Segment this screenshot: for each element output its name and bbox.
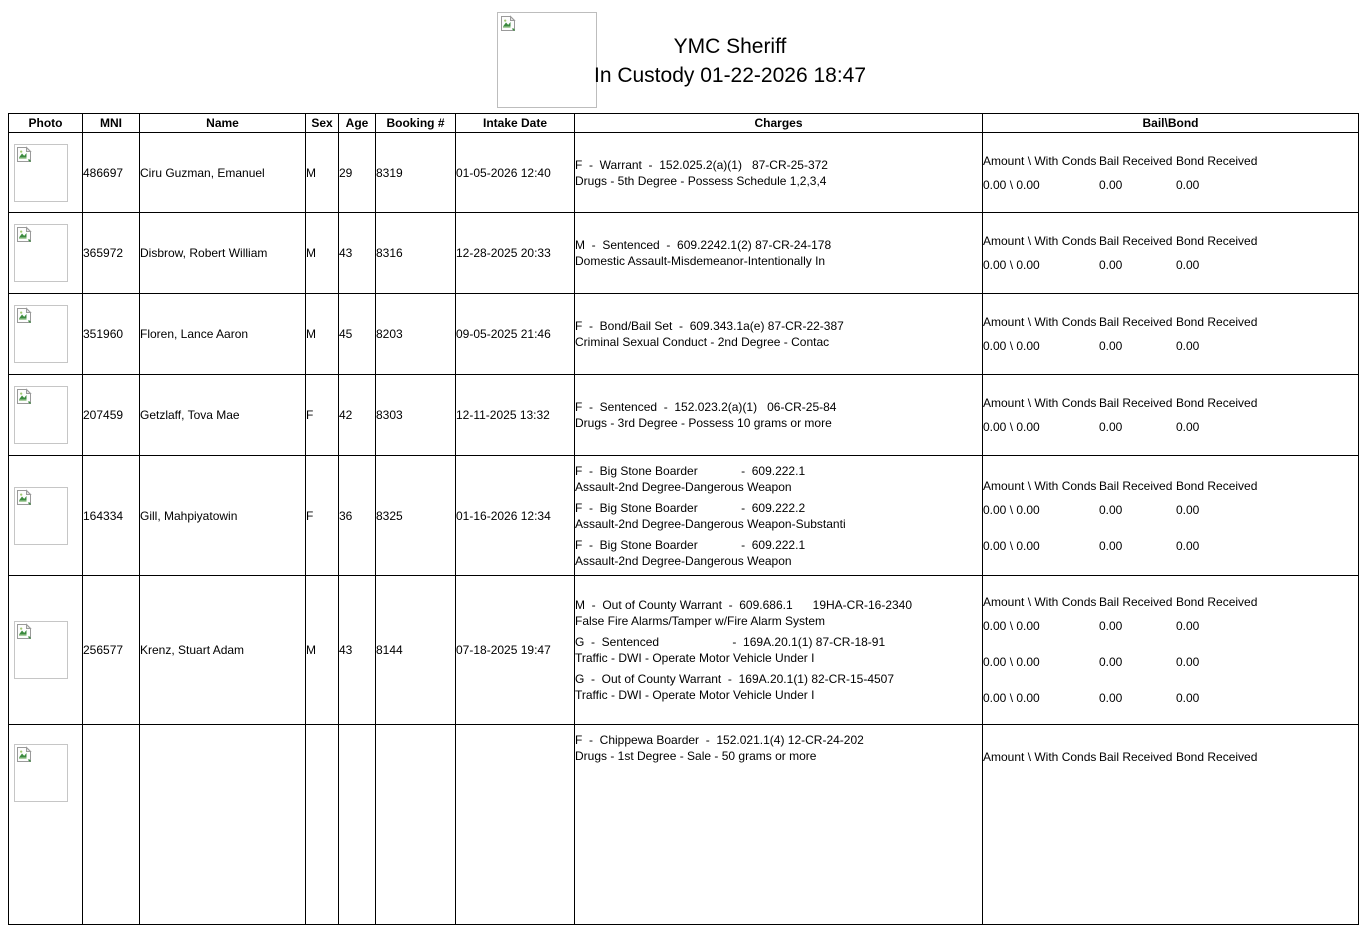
bail-bond-cell <box>983 456 1359 576</box>
intake-date-cell <box>456 725 575 925</box>
bail-values-row <box>983 618 1358 634</box>
charge-description-line: Traffic - DWI - Operate Motor Vehicle Under I <box>575 688 815 702</box>
col-header-name: Name <box>140 114 306 133</box>
bond-received-value: 0.00 <box>1176 339 1200 353</box>
photo-cell <box>9 456 83 576</box>
name-cell: Disbrow, Robert William <box>140 213 306 294</box>
charge-statute-line: G - Out of County Warrant - 169A.20.1(1) 82-CR-15-4507 <box>575 672 895 686</box>
sex-cell: M <box>306 213 339 294</box>
bond-received-value: 0.00 <box>1176 538 1200 553</box>
charge-entry <box>575 157 982 189</box>
charge-description-line: False Fire Alarms/Tamper w/Fire Alarm System <box>575 614 826 628</box>
photo-placeholder <box>14 487 68 545</box>
bail-amount-label: Amount \ With Conds <box>983 315 1097 329</box>
bail-received-label: Bail Received <box>1099 595 1173 609</box>
intake-date-cell: 01-05-2026 12:40 <box>456 133 575 213</box>
inmate-row <box>9 133 1359 213</box>
charges-cell <box>575 375 983 456</box>
bond-received-label: Bond Received <box>1176 478 1258 493</box>
charge-entry <box>575 634 982 666</box>
report-banner <box>0 0 1366 113</box>
bail-values-row <box>983 257 1358 273</box>
bail-amount-value: 0.00 \ 0.00 <box>983 420 1040 434</box>
mni-cell: 164334 <box>83 456 140 576</box>
bail-bond-cell <box>983 576 1359 725</box>
charge-statute-line: G - Sentenced - 169A.20.1(1) 87-CR-18-91 <box>575 635 886 649</box>
charge-statute-line: M - Out of County Warrant - 609.686.1 19HA-CR-16-2340 <box>575 598 913 612</box>
bail-values-row <box>983 538 1358 554</box>
bail-labels-row <box>983 749 1358 765</box>
bond-received-label: Bond Received <box>1176 396 1258 410</box>
broken-image-icon <box>16 307 33 324</box>
bond-received-label: Bond Received <box>1176 750 1258 764</box>
mni-cell: 256577 <box>83 576 140 725</box>
charge-description-line: Traffic - DWI - Operate Motor Vehicle Under I <box>575 651 815 665</box>
charge-entry <box>575 671 982 703</box>
table-header-row <box>9 114 1359 133</box>
bail-bond-cell <box>983 725 1359 925</box>
bail-amount-label: Amount \ With Conds <box>983 396 1097 410</box>
col-header-bail-bond: Bail\Bond <box>983 114 1359 133</box>
charges-cell <box>575 576 983 725</box>
bail-values-row <box>983 338 1358 354</box>
photo-cell <box>9 576 83 725</box>
booking-cell: 8316 <box>376 213 456 294</box>
charges-cell <box>575 294 983 375</box>
photo-placeholder <box>14 621 68 679</box>
bail-values-row <box>983 502 1358 518</box>
booking-cell: 8303 <box>376 375 456 456</box>
age-cell: 43 <box>339 576 376 725</box>
bail-amount-label: Amount \ With Conds <box>983 595 1097 609</box>
photo-placeholder <box>14 386 68 444</box>
bail-received-value: 0.00 <box>1099 538 1123 553</box>
mni-cell: 365972 <box>83 213 140 294</box>
bail-labels-row <box>983 233 1358 249</box>
intake-date-cell: 07-18-2025 19:47 <box>456 576 575 725</box>
bail-received-label: Bail Received <box>1099 396 1173 410</box>
charge-entry <box>575 237 982 269</box>
bail-received-value: 0.00 <box>1099 502 1123 517</box>
bail-received-label: Bail Received <box>1099 234 1173 248</box>
sex-cell: M <box>306 576 339 725</box>
bail-received-label: Bail Received <box>1099 750 1173 764</box>
report-title-line1: YMC Sheriff <box>673 35 787 58</box>
charge-statute-line: F - Big Stone Boarder - 609.222.2 <box>575 500 806 515</box>
age-cell: 42 <box>339 375 376 456</box>
booking-cell <box>376 725 456 925</box>
bail-bond-cell <box>983 133 1359 213</box>
bond-received-label: Bond Received <box>1176 234 1258 248</box>
photo-placeholder <box>14 224 68 282</box>
bail-amount-label: Amount \ With Conds <box>983 750 1097 764</box>
name-cell: Ciru Guzman, Emanuel <box>140 133 306 213</box>
bail-amount-value: 0.00 \ 0.00 <box>983 619 1040 633</box>
booking-cell: 8319 <box>376 133 456 213</box>
inmate-row <box>9 725 1359 925</box>
inmate-row <box>9 375 1359 456</box>
bail-amount-value: 0.00 \ 0.00 <box>983 691 1040 705</box>
broken-image-icon <box>16 623 33 640</box>
age-cell <box>339 725 376 925</box>
broken-image-icon <box>16 146 33 163</box>
bail-values-row <box>983 419 1358 435</box>
bail-amount-value: 0.00 \ 0.00 <box>983 538 1040 553</box>
bail-amount-label: Amount \ With Conds <box>983 153 1097 168</box>
bail-amount-value: 0.00 \ 0.00 <box>983 258 1040 272</box>
charges-cell <box>575 725 983 925</box>
name-cell: Gill, Mahpiyatowin <box>140 456 306 576</box>
col-header-mni: MNI <box>83 114 140 133</box>
photo-placeholder <box>14 744 68 802</box>
charge-entry <box>575 500 982 532</box>
broken-image-icon <box>16 226 33 243</box>
sex-cell: F <box>306 375 339 456</box>
charge-description-line: Assault-2nd Degree-Dangerous Weapon <box>575 553 792 568</box>
charge-statute-line: F - Warrant - 152.025.2(a)(1) 87-CR-25-372 <box>575 157 828 172</box>
charge-description-line: Drugs - 1st Degree - Sale - 50 grams or more <box>575 749 817 763</box>
bail-amount-label: Amount \ With Conds <box>983 478 1097 493</box>
charge-description-line: Drugs - 3rd Degree - Possess 10 grams or more <box>575 416 832 430</box>
charge-description-line: Domestic Assault-Misdemeanor-Intentionally In <box>575 254 826 268</box>
photo-placeholder <box>14 144 68 202</box>
bond-received-value: 0.00 <box>1176 258 1200 272</box>
bail-labels-row <box>983 153 1358 169</box>
charge-entry <box>575 399 982 431</box>
broken-image-icon <box>16 746 33 763</box>
bond-received-label: Bond Received <box>1176 315 1258 329</box>
bond-received-value: 0.00 <box>1176 691 1200 705</box>
mni-cell <box>83 725 140 925</box>
photo-cell <box>9 213 83 294</box>
charge-entry <box>575 597 982 629</box>
name-cell: Krenz, Stuart Adam <box>140 576 306 725</box>
sex-cell: M <box>306 133 339 213</box>
bail-received-value: 0.00 <box>1099 177 1123 192</box>
bail-received-value: 0.00 <box>1099 619 1123 633</box>
charge-statute-line: F - Chippewa Boarder - 152.021.1(4) 12-CR-24-202 <box>575 733 864 747</box>
charge-statute-line: F - Bond/Bail Set - 609.343.1a(e) 87-CR-22-387 <box>575 319 844 333</box>
bond-received-value: 0.00 <box>1176 177 1200 192</box>
inmate-row <box>9 576 1359 725</box>
bail-bond-cell <box>983 294 1359 375</box>
col-header-booking: Booking # <box>376 114 456 133</box>
report-title-line2: In Custody 01-22-2026 18:47 <box>593 64 867 87</box>
charge-statute-line: M - Sentenced - 609.2242.1(2) 87-CR-24-178 <box>575 238 832 252</box>
bail-received-value: 0.00 <box>1099 655 1123 669</box>
sex-cell: F <box>306 456 339 576</box>
bail-labels-row <box>983 395 1358 411</box>
report-title <box>480 32 980 90</box>
name-cell: Floren, Lance Aaron <box>140 294 306 375</box>
bail-amount-value: 0.00 \ 0.00 <box>983 502 1040 517</box>
bail-received-value: 0.00 <box>1099 339 1123 353</box>
in-custody-table <box>8 113 1359 925</box>
charge-entry <box>575 732 982 764</box>
bail-labels-row <box>983 594 1358 610</box>
charge-description-line: Criminal Sexual Conduct - 2nd Degree - Contac <box>575 335 830 349</box>
charge-description-line: Drugs - 5th Degree - Possess Schedule 1,2,3,4 <box>575 173 827 188</box>
charges-cell <box>575 213 983 294</box>
broken-image-icon <box>16 388 33 405</box>
inmate-row <box>9 456 1359 576</box>
intake-date-cell: 09-05-2025 21:46 <box>456 294 575 375</box>
bail-bond-cell <box>983 375 1359 456</box>
charge-entry <box>575 318 982 350</box>
charge-entry <box>575 463 982 495</box>
mni-cell: 351960 <box>83 294 140 375</box>
sex-cell <box>306 725 339 925</box>
bail-amount-value: 0.00 \ 0.00 <box>983 339 1040 353</box>
bail-received-label: Bail Received <box>1099 315 1173 329</box>
bail-received-value: 0.00 <box>1099 258 1123 272</box>
photo-cell <box>9 725 83 925</box>
bail-values-row <box>983 690 1358 706</box>
col-header-charges: Charges <box>575 114 983 133</box>
bail-received-value: 0.00 <box>1099 420 1123 434</box>
mni-cell: 486697 <box>83 133 140 213</box>
bond-received-value: 0.00 <box>1176 420 1200 434</box>
photo-cell <box>9 294 83 375</box>
col-header-age: Age <box>339 114 376 133</box>
booking-cell: 8203 <box>376 294 456 375</box>
bail-received-label: Bail Received <box>1099 153 1173 168</box>
bail-amount-label: Amount \ With Conds <box>983 234 1097 248</box>
intake-date-cell: 12-11-2025 13:32 <box>456 375 575 456</box>
photo-placeholder <box>14 305 68 363</box>
name-cell <box>140 725 306 925</box>
charge-description-line: Assault-2nd Degree-Dangerous Weapon <box>575 479 792 494</box>
bond-received-value: 0.00 <box>1176 655 1200 669</box>
age-cell: 43 <box>339 213 376 294</box>
inmate-row <box>9 213 1359 294</box>
charge-statute-line: F - Big Stone Boarder - 609.222.1 <box>575 537 806 552</box>
photo-cell <box>9 375 83 456</box>
booking-cell: 8325 <box>376 456 456 576</box>
bond-received-label: Bond Received <box>1176 595 1258 609</box>
bail-bond-cell <box>983 213 1359 294</box>
sex-cell: M <box>306 294 339 375</box>
bail-received-label: Bail Received <box>1099 478 1173 493</box>
inmate-row <box>9 294 1359 375</box>
broken-image-icon <box>16 489 33 506</box>
col-header-sex: Sex <box>306 114 339 133</box>
bail-labels-row <box>983 478 1358 494</box>
charge-description-line: Assault-2nd Degree-Dangerous Weapon-Substanti <box>575 516 846 531</box>
age-cell: 29 <box>339 133 376 213</box>
col-header-intake-date: Intake Date <box>456 114 575 133</box>
in-custody-table-body <box>9 133 1359 925</box>
booking-cell: 8144 <box>376 576 456 725</box>
charges-cell <box>575 456 983 576</box>
bail-amount-value: 0.00 \ 0.00 <box>983 655 1040 669</box>
bail-values-row <box>983 177 1358 193</box>
charge-entry <box>575 537 982 569</box>
bail-labels-row <box>983 314 1358 330</box>
charge-statute-line: F - Big Stone Boarder - 609.222.1 <box>575 463 806 478</box>
broken-image-icon <box>500 15 517 32</box>
charge-statute-line: F - Sentenced - 152.023.2(a)(1) 06-CR-25-84 <box>575 400 837 414</box>
photo-cell <box>9 133 83 213</box>
intake-date-cell: 12-28-2025 20:33 <box>456 213 575 294</box>
charges-cell <box>575 133 983 213</box>
bond-received-value: 0.00 <box>1176 502 1200 517</box>
bail-received-value: 0.00 <box>1099 691 1123 705</box>
bond-received-label: Bond Received <box>1176 153 1258 168</box>
intake-date-cell: 01-16-2026 12:34 <box>456 456 575 576</box>
age-cell: 45 <box>339 294 376 375</box>
bail-amount-value: 0.00 \ 0.00 <box>983 177 1040 192</box>
bail-values-row <box>983 654 1358 670</box>
bond-received-value: 0.00 <box>1176 619 1200 633</box>
name-cell: Getzlaff, Tova Mae <box>140 375 306 456</box>
col-header-photo: Photo <box>9 114 83 133</box>
age-cell: 36 <box>339 456 376 576</box>
mni-cell: 207459 <box>83 375 140 456</box>
